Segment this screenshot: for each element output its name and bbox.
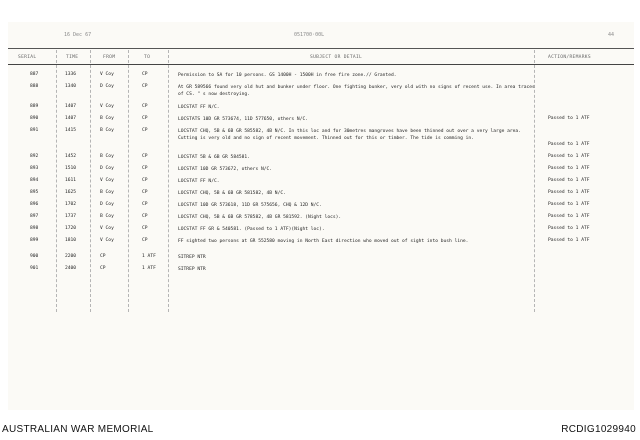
from-cell: B Coy	[100, 116, 114, 121]
to-cell: CP	[142, 202, 148, 207]
to-cell: CP	[142, 178, 148, 183]
subject-cell: SITREP NTR	[178, 255, 206, 260]
action-cell: Passed to 1 ATF	[548, 154, 590, 159]
column-header-to: TO	[144, 55, 151, 60]
header-page-number: 44	[608, 32, 615, 38]
from-cell: V Coy	[100, 104, 114, 109]
time-cell: 1415	[65, 128, 77, 133]
column-header-subject: SUBJECT OR DETAIL	[310, 55, 363, 60]
action-cell: Passed to 1 ATF	[548, 202, 590, 207]
from-cell: CP	[100, 266, 106, 271]
time-cell: 1702	[65, 202, 77, 207]
subject-cell: FF sighted two persons at GR 552580 moving in North East direction who moved out of sight into bush line.	[178, 239, 469, 244]
serial-cell: 887	[30, 72, 39, 77]
from-cell: V Coy	[100, 178, 114, 183]
action-cell: Passed to 1 ATF	[548, 166, 590, 171]
to-cell: CP	[142, 238, 148, 243]
subject-cell: LOCSTAT FF GR & 540581. (Passed to 1 ATF)(Night loc).	[178, 227, 325, 232]
from-cell: V Coy	[100, 238, 114, 243]
subject-cell: LOCSTAT CHQ, 5B & 6B GR 581582, 4B N/C.	[178, 191, 286, 196]
action-cell: Passed to 1 ATF	[548, 116, 590, 121]
time-cell: 1720	[65, 226, 77, 231]
to-cell: 1 ATF	[142, 254, 156, 259]
log-sheet	[8, 22, 634, 410]
from-cell: CP	[100, 254, 106, 259]
time-cell: 1340	[65, 84, 77, 89]
subject-cell: LOCSTAT 5B & 6B GR 584581.	[178, 155, 250, 160]
serial-cell: 888	[30, 84, 39, 89]
subject-cell: At GR 589566 found very old hut and bunker under floor. One fighting bunker, very old with no signs of recent use. In area traces of CS. " s now destroying.	[178, 85, 535, 97]
action-cell: Passed to 1 ATF	[548, 226, 590, 231]
serial-cell: 900	[30, 254, 39, 259]
header-rule	[8, 64, 634, 65]
column-divider	[90, 50, 91, 312]
subject-cell: SITREP NTR	[178, 267, 206, 272]
time-cell: 2400	[65, 266, 77, 271]
to-cell: CP	[142, 84, 148, 89]
serial-cell: 893	[30, 166, 39, 171]
from-cell: D Coy	[100, 166, 114, 171]
from-cell: D Coy	[100, 84, 114, 89]
to-cell: CP	[142, 104, 148, 109]
serial-cell: 896	[30, 202, 39, 207]
serial-cell: 898	[30, 226, 39, 231]
subject-cell: LOCSTAT FF N/C.	[178, 105, 220, 110]
from-cell: D Coy	[100, 202, 114, 207]
subject-cell: Permission to SA for 10 persons. GS 1400H - 1500H in free fire zone.// Granted.	[178, 73, 397, 78]
header-ref: 051700·00L	[294, 32, 325, 38]
serial-cell: 897	[30, 214, 39, 219]
to-cell: CP	[142, 154, 148, 159]
action-cell: Passed to 1 ATF	[548, 214, 590, 219]
from-cell: B Coy	[100, 214, 114, 219]
action-cell: Passed to 1 ATF	[548, 238, 590, 243]
to-cell: CP	[142, 226, 148, 231]
column-header-action: ACTION/REMARKS	[548, 55, 591, 60]
subject-cell: LOCSTAT CHQ, 5B & 6B GR 585582, 4B N/C. In this loc and for 30metres mangroves have been thinned out over a very large area. Cutting is very old and no sign of recent movement. Thinned out for this or timber. The tide is comming in.	[178, 129, 521, 141]
from-cell: B Coy	[100, 190, 114, 195]
record-id: RCDIG1029940	[561, 424, 636, 435]
header-date: 16 Dec 67	[64, 32, 92, 38]
serial-cell: 891	[30, 128, 39, 133]
to-cell: CP	[142, 116, 148, 121]
to-cell: CP	[142, 72, 148, 77]
time-cell: 1336	[65, 72, 77, 77]
column-header-from: FROM	[103, 55, 116, 60]
to-cell: CP	[142, 214, 148, 219]
time-cell: 1611	[65, 178, 77, 183]
subject-cell: LOCSTAT CHQ, 5B & 6B GR 578582, 4B GR 581592. (Night locs).	[178, 215, 342, 220]
archive-credit: AUSTRALIAN WAR MEMORIAL	[2, 424, 154, 435]
top-rule	[8, 48, 634, 49]
action-cell: Passed to 1 ATF	[548, 142, 590, 147]
to-cell: CP	[142, 190, 148, 195]
time-cell: 2200	[65, 254, 77, 259]
serial-cell: 894	[30, 178, 39, 183]
serial-cell: 890	[30, 116, 39, 121]
column-header-serial: SERIAL	[18, 55, 37, 60]
subject-cell: LOCSTATS 10D GR 573674, 11D 577650, others N/C.	[178, 117, 308, 122]
column-divider	[168, 50, 169, 312]
time-cell: 1510	[65, 166, 77, 171]
serial-cell: 889	[30, 104, 39, 109]
serial-cell: 901	[30, 266, 39, 271]
serial-cell: 892	[30, 154, 39, 159]
time-cell: 1452	[65, 154, 77, 159]
subject-cell: LOCSTAT 10D GR 573672, others N/C.	[178, 167, 273, 172]
from-cell: B Coy	[100, 154, 114, 159]
column-divider	[128, 50, 129, 312]
column-header-time: TIME	[66, 55, 79, 60]
to-cell: CP	[142, 128, 148, 133]
to-cell: CP	[142, 166, 148, 171]
action-cell: Passed to 1 ATF	[548, 190, 590, 195]
action-cell: Passed to 1 ATF	[548, 178, 590, 183]
from-cell: B Coy	[100, 128, 114, 133]
to-cell: 1 ATF	[142, 266, 156, 271]
column-divider	[56, 50, 57, 312]
time-cell: 1407	[65, 116, 77, 121]
time-cell: 1625	[65, 190, 77, 195]
time-cell: 1407	[65, 104, 77, 109]
time-cell: 1737	[65, 214, 77, 219]
subject-cell: LOCSTAT 10D GR 573618, 11D GR 575656, CHQ & 12D N/C.	[178, 203, 322, 208]
serial-cell: 899	[30, 238, 39, 243]
from-cell: V Coy	[100, 226, 114, 231]
subject-cell: LOCSTAT FF N/C.	[178, 179, 220, 184]
serial-cell: 895	[30, 190, 39, 195]
from-cell: V Coy	[100, 72, 114, 77]
time-cell: 1810	[65, 238, 77, 243]
